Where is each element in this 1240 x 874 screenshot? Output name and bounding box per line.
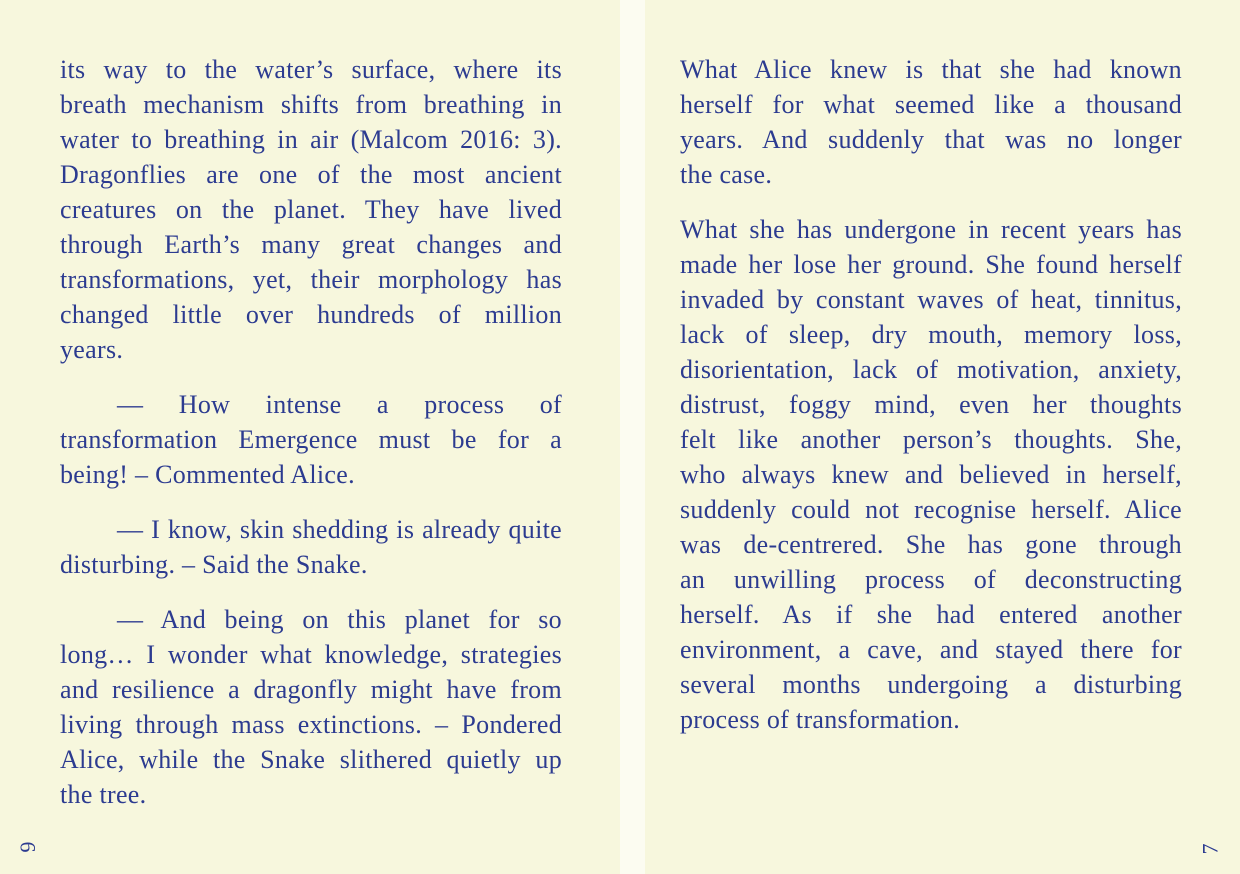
text-line: several months undergoing a disturbing (680, 670, 1182, 699)
text-line: being! – Commented Alice. (60, 460, 355, 489)
left-text-column (60, 52, 562, 812)
text-line: herself for what seemed like a thousand (680, 90, 1182, 119)
text-line: its way to the water’s surface, where its (60, 55, 562, 84)
text-line: creatures on the planet. They have lived (60, 195, 562, 224)
text-line: Alice, while the Snake slithered quietly up (60, 745, 562, 774)
text-line: What Alice knew is that she had known (680, 55, 1182, 84)
right-text-column (680, 52, 1182, 737)
text-line: herself. As if she had entered another (680, 600, 1182, 629)
paragraph (60, 52, 562, 367)
text-line: What she has undergone in recent years has (680, 215, 1182, 244)
text-line: made her lose her ground. She found herself (680, 250, 1182, 279)
text-line: — I know, skin shedding is already quite (117, 515, 562, 544)
page-number-right: 7 (1197, 843, 1223, 855)
text-line: through Earth’s many great changes and (60, 230, 562, 259)
text-line: suddenly could not recognise herself. Alice (680, 495, 1182, 524)
text-line: environment, a cave, and stayed there for (680, 635, 1182, 664)
text-line: — How intense a process of (117, 390, 562, 419)
text-line: years. And suddenly that was no longer (680, 125, 1182, 154)
paragraph (60, 387, 562, 492)
text-line: transformations, yet, their morphology has (60, 265, 562, 294)
text-line: water to breathing in air (Malcom 2016: 3). (60, 125, 562, 154)
text-line: felt like another person’s thoughts. She, (680, 425, 1182, 454)
paragraph (60, 512, 562, 582)
page-number-left: 6 (15, 841, 41, 853)
paragraph (680, 52, 1182, 192)
text-line: distrust, foggy mind, even her thoughts (680, 390, 1182, 419)
text-line: and resilience a dragonfly might have from (60, 675, 562, 704)
text-line: long… I wonder what knowledge, strategies (60, 640, 562, 669)
page-gutter (620, 0, 645, 874)
text-line: transformation Emergence must be for a (60, 425, 562, 454)
text-line: changed little over hundreds of million (60, 300, 562, 329)
text-line: living through mass extinctions. – Pondered (60, 710, 562, 739)
text-line: lack of sleep, dry mouth, memory loss, (680, 320, 1182, 349)
paragraph (680, 212, 1182, 737)
text-line: Dragonflies are one of the most ancient (60, 160, 562, 189)
text-line: was de-centrered. She has gone through (680, 530, 1182, 559)
text-line: — And being on this planet for so (117, 605, 562, 634)
text-line: years. (60, 335, 124, 364)
text-line: the case. (680, 160, 773, 189)
paragraph (60, 602, 562, 812)
text-line: process of transformation. (680, 705, 960, 734)
page-right (645, 0, 1240, 874)
text-line: disorientation, lack of motivation, anxiety, (680, 355, 1182, 384)
text-line: who always knew and believed in herself, (680, 460, 1182, 489)
text-line: the tree. (60, 780, 147, 809)
text-line: disturbing. – Said the Snake. (60, 550, 368, 579)
text-line: invaded by constant waves of heat, tinnitus, (680, 285, 1182, 314)
text-line: breath mechanism shifts from breathing in (60, 90, 562, 119)
text-line: an unwilling process of deconstructing (680, 565, 1182, 594)
